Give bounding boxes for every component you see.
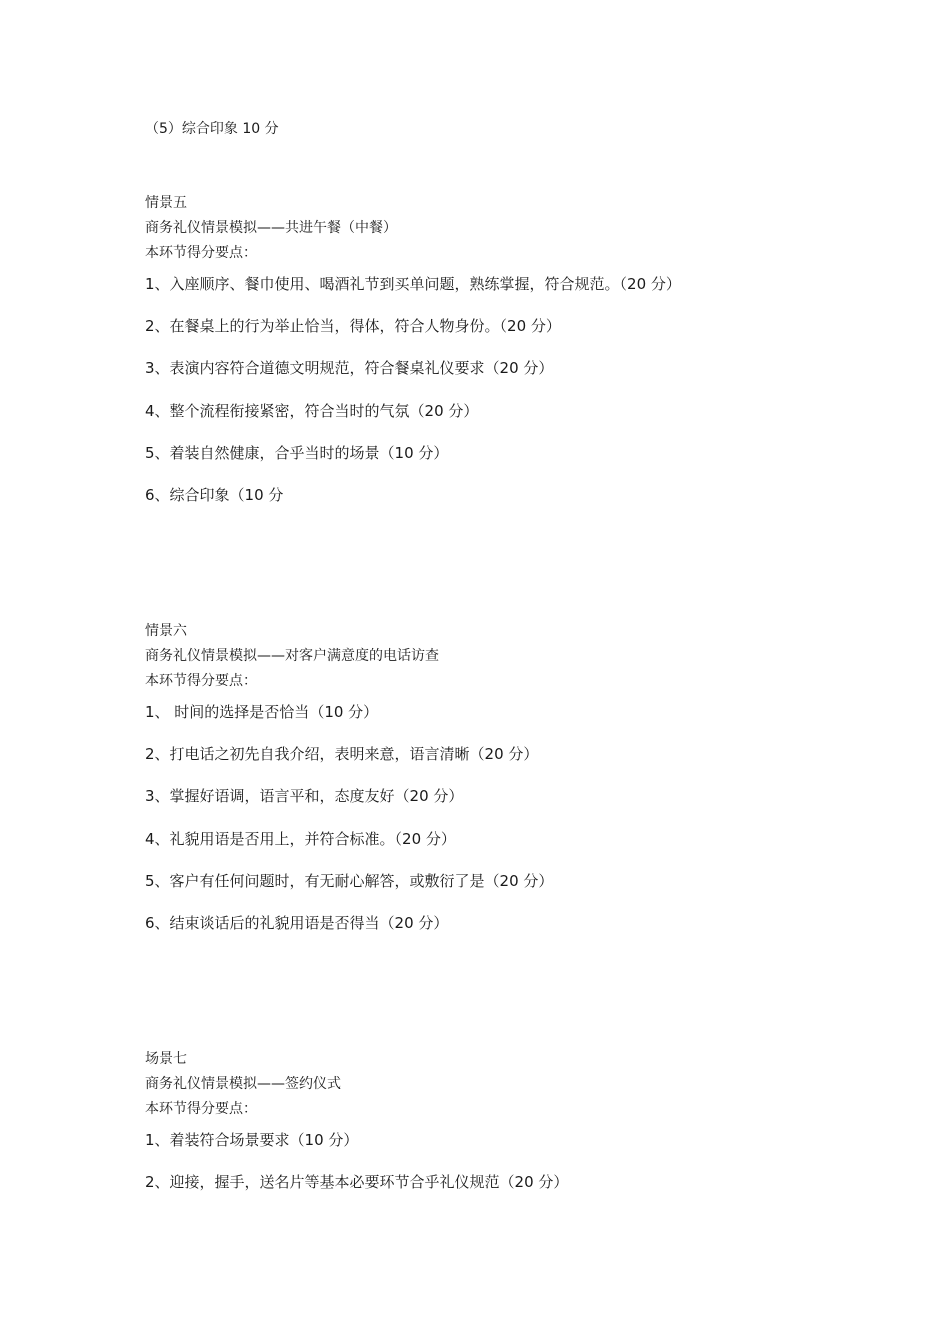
scene5-subtitle: 本环节得分要点：: [145, 245, 257, 261]
scene6-heading: 情景六: [145, 623, 187, 639]
scene7-item-2: 2、迎接，握手，送名片等基本必要环节合乎礼仪规范（20 分）: [145, 1173, 569, 1191]
scene5-item-5: 5、着装自然健康，合乎当时的场景（10 分）: [145, 444, 449, 462]
scene5-item-3: 3、表演内容符合道德文明规范，符合餐桌礼仪要求（20 分）: [145, 359, 554, 377]
scene5-heading: 情景五: [145, 195, 187, 211]
scene7-title: 商务礼仪情景模拟——签约仪式: [145, 1076, 341, 1092]
scene6-item-2: 2、打电话之初先自我介绍，表明来意，语言清晰（20 分）: [145, 745, 539, 763]
scene6-item-5: 5、客户有任何问题时，有无耐心解答，或敷衍了是（20 分）: [145, 872, 554, 890]
scene7-item-1: 1、着装符合场景要求（10 分）: [145, 1131, 359, 1149]
scene6-title: 商务礼仪情景模拟——对客户满意度的电话访查: [145, 648, 439, 664]
scene5-title: 商务礼仪情景模拟——共进午餐（中餐）: [145, 220, 397, 236]
scene7-subtitle: 本环节得分要点：: [145, 1101, 257, 1117]
scene6-item-1: 1、 时间的选择是否恰当（10 分）: [145, 703, 379, 721]
intro-item: （5）综合印象 10 分: [145, 121, 279, 137]
scene7-heading: 场景七: [145, 1051, 187, 1067]
scene5-item-1: 1、入座顺序、餐巾使用、喝酒礼节到买单问题，熟练掌握，符合规范。（20 分）: [145, 275, 681, 293]
scene6-subtitle: 本环节得分要点：: [145, 673, 257, 689]
scene6-item-4: 4、礼貌用语是否用上，并符合标准。（20 分）: [145, 830, 456, 848]
scene6-item-6: 6、结束谈话后的礼貌用语是否得当（20 分）: [145, 914, 449, 932]
scene5-item-4: 4、整个流程衔接紧密，符合当时的气氛（20 分）: [145, 402, 479, 420]
scene6-item-3: 3、掌握好语调，语言平和，态度友好（20 分）: [145, 787, 464, 805]
scene5-item-6: 6、综合印象（10 分: [145, 486, 284, 504]
scene5-item-2: 2、在餐桌上的行为举止恰当，得体，符合人物身份。（20 分）: [145, 317, 561, 335]
